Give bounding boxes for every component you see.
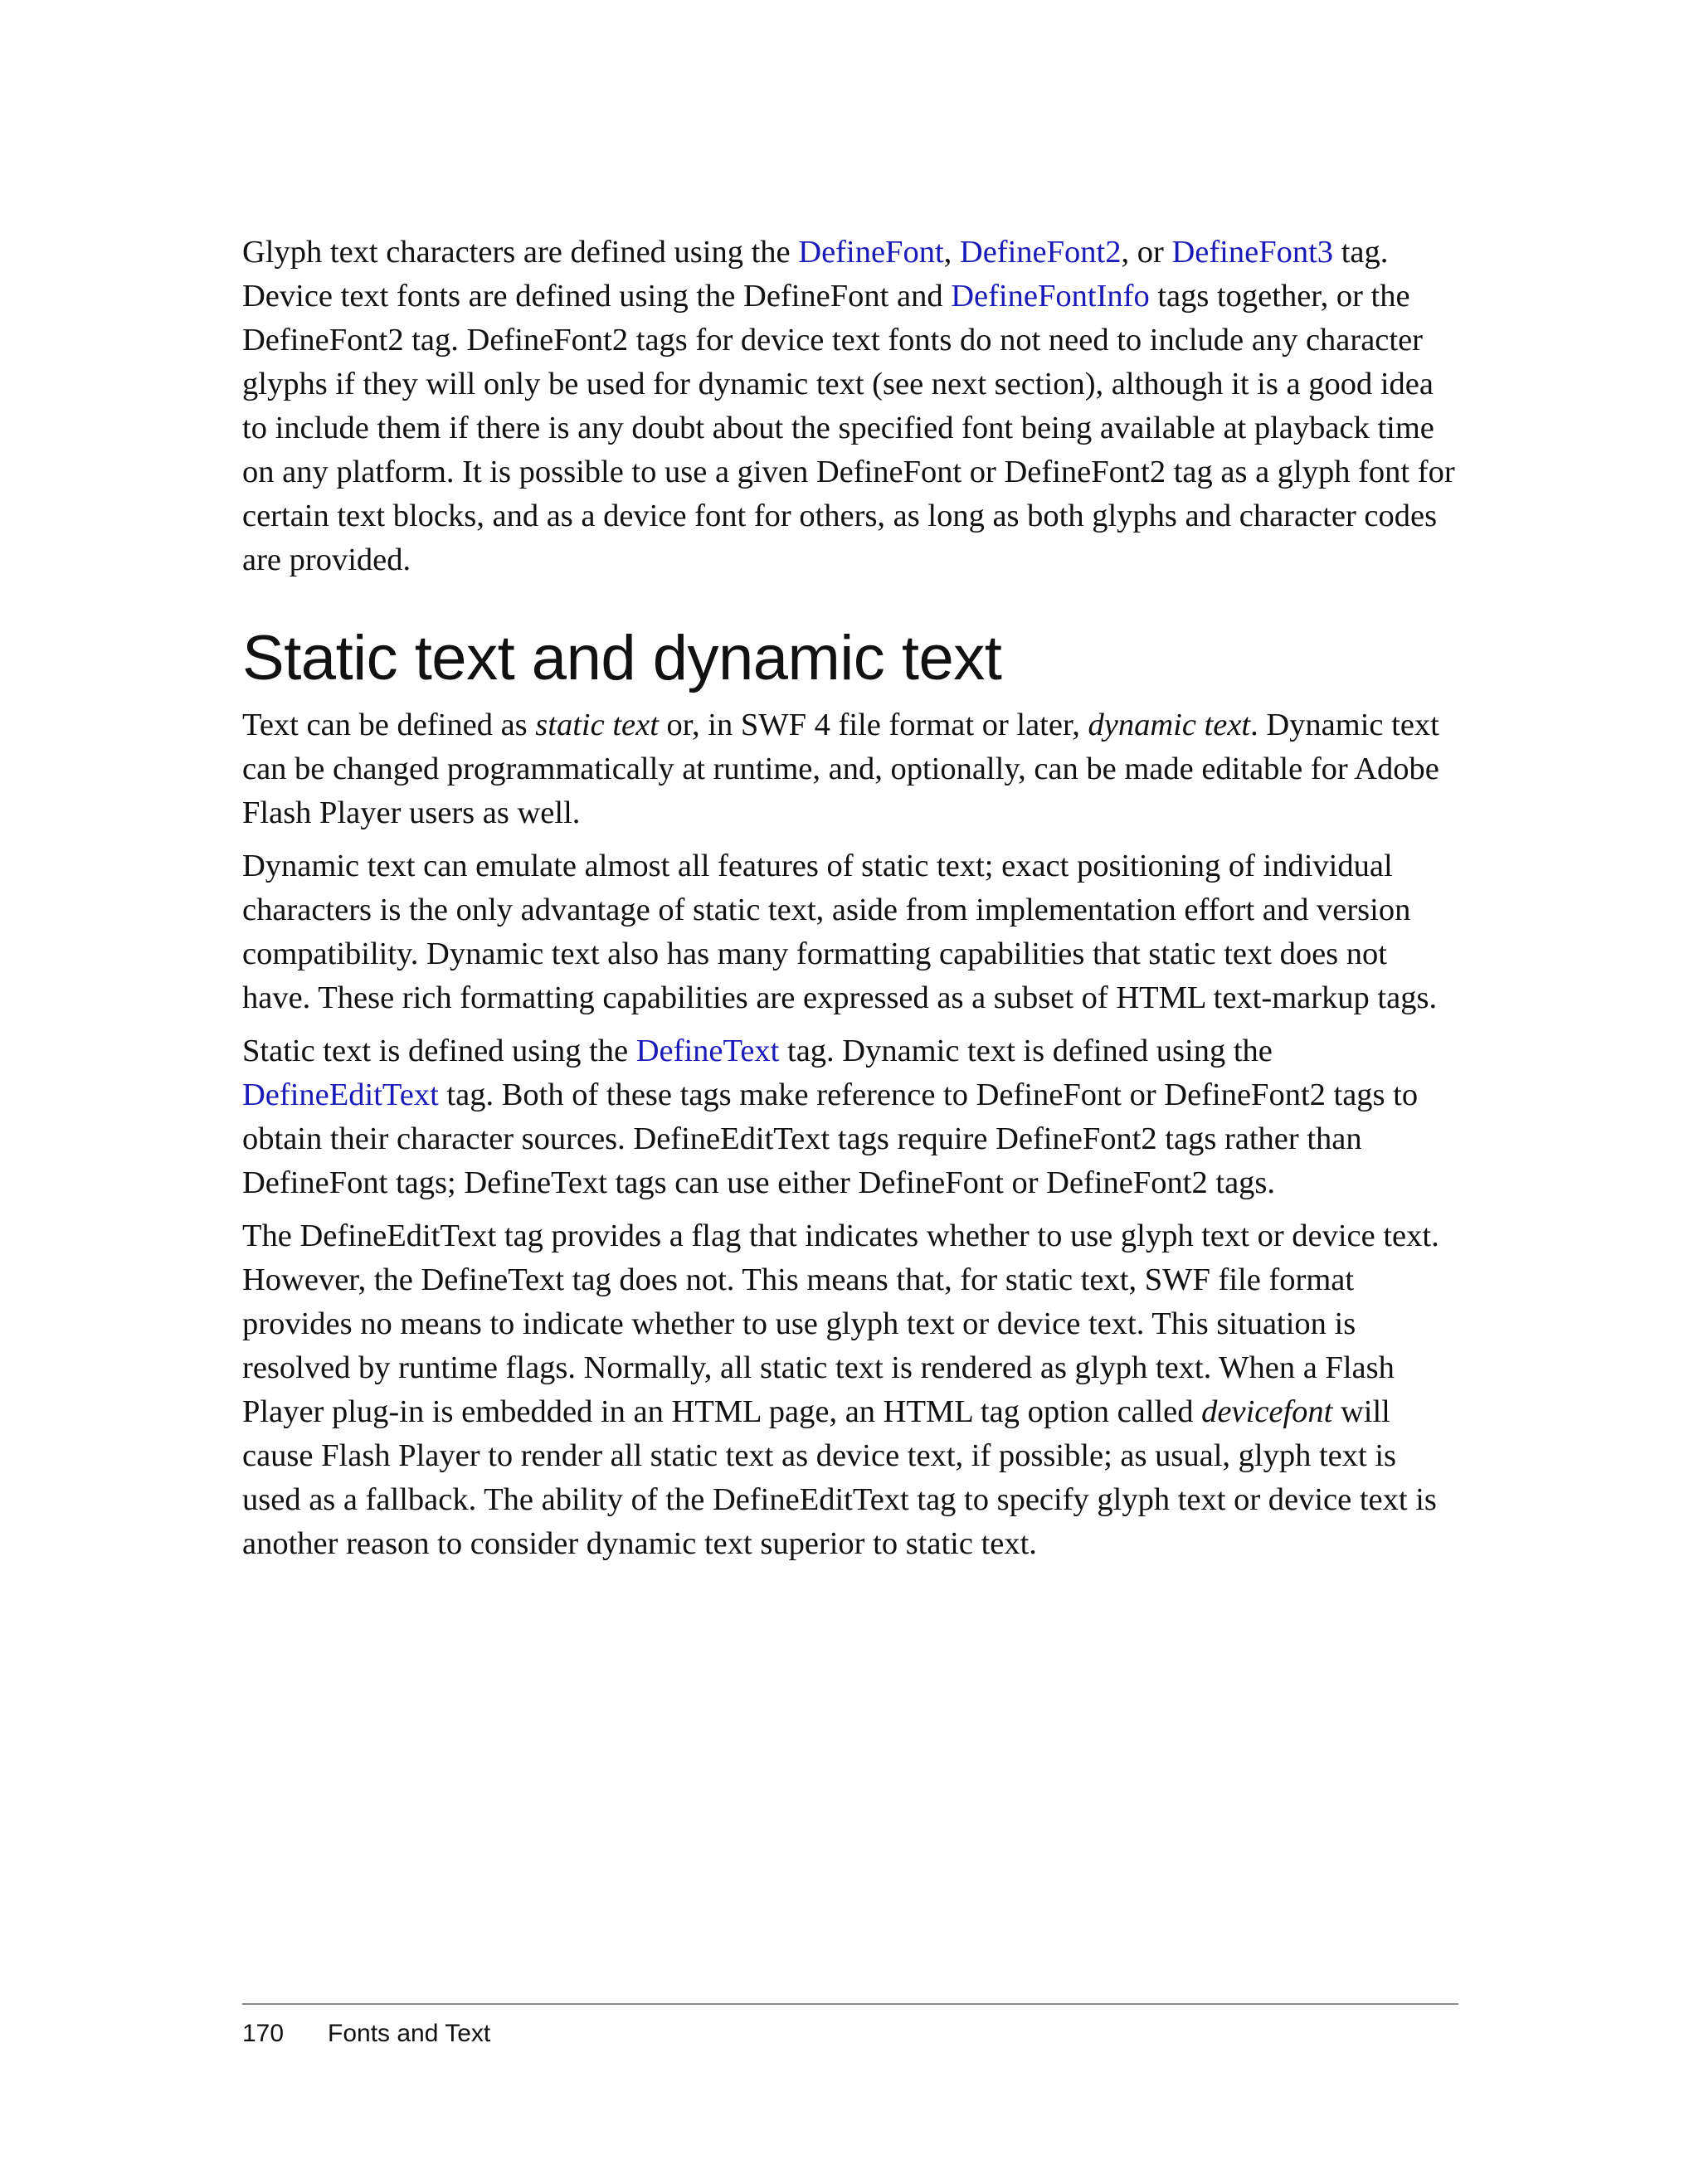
footer-divider: [242, 2003, 1458, 2005]
text-run: ,: [943, 235, 960, 270]
text-run: Static text is defined using the: [242, 1034, 636, 1068]
paragraph-definetext-tags: [242, 1029, 1462, 1205]
paragraph-dynamic-features: Dynamic text can emulate almost all features of static text; exact positioning of individual characters is the only advantage of static text, aside from implementation effort and version compatibility. Dynamic text also has many formatting capabilities that static text does not have. These rich formatting capabilities are expressed as a subset of HTML text-markup tags.: [242, 849, 1438, 1015]
page-content: [242, 231, 1462, 1575]
page-number: 170: [242, 2020, 285, 2047]
paragraph-text-definition: [242, 703, 1462, 835]
page-footer: [242, 2017, 490, 2050]
link-defineedittext[interactable]: DefineEditText: [242, 1077, 439, 1112]
text-run: tag. Device text fonts are defined using the DefineFont and: [242, 235, 1389, 314]
link-definefontinfo[interactable]: DefineFontInfo: [951, 279, 1150, 314]
text-run: . Dynamic text can be changed programmatically at runtime, and, optionally, can be made editable for Adobe Flash Player users as well.: [242, 708, 1439, 830]
text-run: tags together, or the DefineFont2 tag. DefineFont2 tags for device text fonts do not need to include any character glyphs if they will only be used for dynamic text (see next section), although it is a good idea to include them if there is any doubt about the specified font being available at playback time on any platform. It is possible to use a given DefineFont or DefineFont2 tag as a glyph font for certain text blocks, and as a device font for others, as long as both glyphs and character codes are provided.: [242, 279, 1455, 577]
link-definefont3[interactable]: DefineFont3: [1171, 235, 1334, 270]
paragraph-runtime-flags: [242, 1214, 1462, 1566]
link-definefont2[interactable]: DefineFont2: [959, 235, 1122, 270]
link-definetext[interactable]: DefineText: [635, 1034, 780, 1068]
text-run: Text can be defined as: [242, 708, 536, 742]
footer-section-title: Fonts and Text: [328, 2020, 491, 2047]
text-run: Glyph text characters are defined using the: [242, 235, 799, 270]
text-run: tag. Both of these tags make reference to DefineFont or DefineFont2 tags to obtain their character sources. DefineEditText tags require DefineFont2 tags rather than DefineFont tags; DefineText tags can use either DefineFont or DefineFont2 tags.: [242, 1077, 1419, 1200]
text-run: , or: [1121, 235, 1172, 270]
emphasis-devicefont: devicefont: [1201, 1394, 1333, 1429]
text-run: will cause Flash Player to render all static text as device text, if possible; as usual, glyph text is used as a fallback. The ability of the DefineEditText tag to specify glyph text or device text is another reason to consider dynamic text superior to static text.: [242, 1394, 1437, 1561]
section-heading: Static text and dynamic text: [242, 623, 1002, 693]
text-run: The DefineEditText tag provides a flag that indicates whether to use glyph text or device text. However, the DefineText tag does not. This means that, for static text, SWF file format provides no means to indicate whether to use glyph text or device text. This situation is resolved by runtime flags. Normally, all static text is rendered as glyph text. When a Flash Player plug-in is embedded in an HTML page, an HTML tag option called: [242, 1218, 1439, 1429]
emphasis-dynamic-text: dynamic text: [1088, 708, 1251, 742]
link-definefont[interactable]: DefineFont: [798, 235, 944, 270]
text-run: tag. Dynamic text is defined using the: [779, 1034, 1273, 1068]
paragraph-glyph-text: [242, 231, 1462, 582]
text-run: or, in SWF 4 file format or later,: [658, 708, 1088, 742]
emphasis-static-text: static text: [535, 708, 659, 742]
